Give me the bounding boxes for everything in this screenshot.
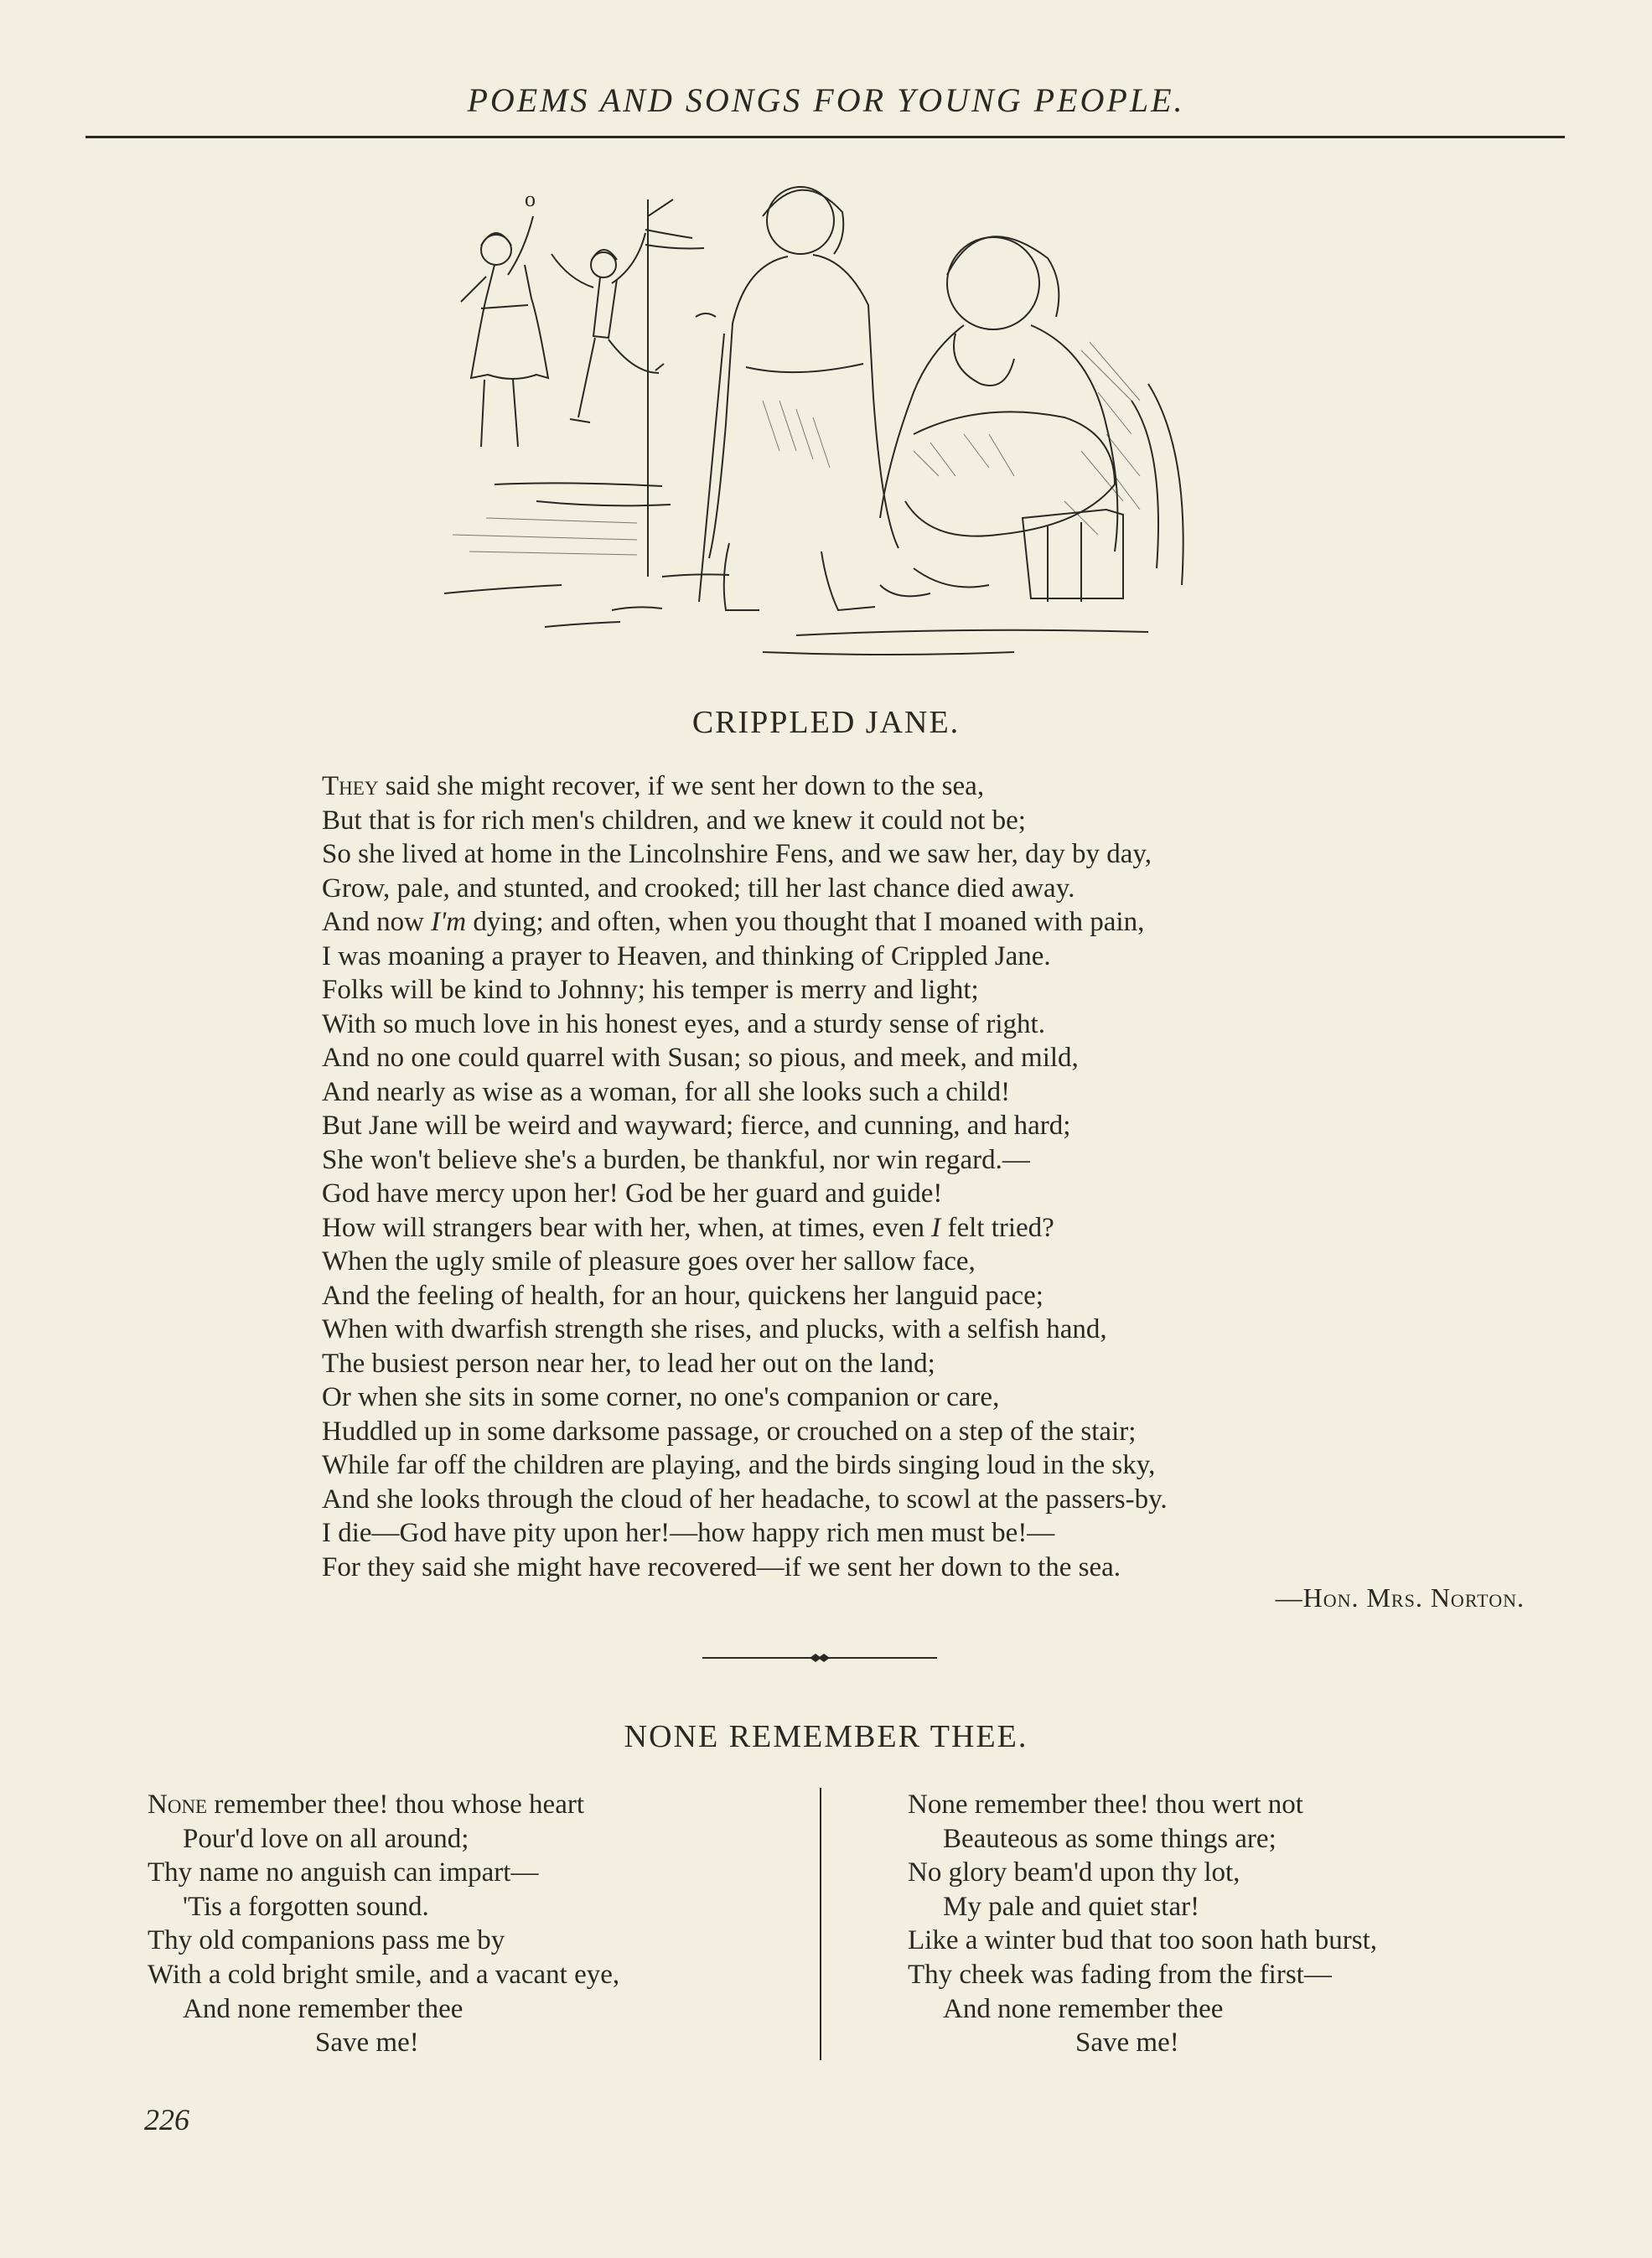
poem-line: And none remember thee — [183, 1993, 463, 2024]
poem-line — [322, 1211, 1546, 1246]
poem-line-emphasis: I — [931, 1212, 941, 1243]
poem-line: And the feeling of health, for an hour, quickens her languid pace; — [322, 1280, 1044, 1311]
poem-attribution: —Hon. Mrs. Norton. — [1275, 1582, 1525, 1613]
poem-line: My pale and quiet star! — [943, 1891, 1200, 1922]
poem-line: And no one could quarrel with Susan; so pious, and meek, and mild, — [322, 1043, 1079, 1073]
poem-line: And none remember thee — [943, 1993, 1224, 2024]
poem-line: While far off the children are playing, and the birds singing loud in the sky, — [322, 1450, 1156, 1480]
poem-line: But that is for rich men's children, and we knew it could not be; — [322, 805, 1026, 836]
poem-line: With so much love in his honest eyes, and a sturdy sense of right. — [322, 1008, 1045, 1039]
poem-line — [148, 1788, 835, 1822]
poem-line: None remember thee! thou wert not — [908, 1789, 1303, 1820]
poem-line: And she looks through the cloud of her headache, to scowl at the passers-by. — [322, 1484, 1168, 1515]
poem-line: Thy cheek was fading from the first— — [908, 1959, 1332, 1990]
poem-line — [322, 769, 1546, 804]
poem-line: Pour'd love on all around; — [183, 1823, 469, 1854]
poem-line: When the ugly smile of pleasure goes over her sallow face, — [322, 1246, 976, 1277]
poem-line — [322, 905, 1546, 940]
poem-line: Save me! — [1075, 2028, 1179, 2059]
poem-line: God have mercy upon her! God be her guard and guide! — [322, 1178, 943, 1209]
column-divider — [820, 1788, 821, 2060]
poem-line: Huddled up in some darksome passage, or crouched on a step of the stair; — [322, 1416, 1137, 1447]
section-divider — [702, 1653, 937, 1663]
poem-line: So she lived at home in the Lincolnshire Fens, and we saw her, day by day, — [322, 839, 1152, 869]
poem-line: She won't believe she's a burden, be thankful, nor win regard.— — [322, 1144, 1030, 1175]
poem-line: No glory beam'd upon thy lot, — [908, 1857, 1240, 1888]
running-head: POEMS AND SONGS FOR YOUNG PEOPLE. — [467, 81, 1185, 119]
illustration-letter: o — [525, 187, 536, 211]
poem-line: When with dwarfish strength she rises, and plucks, with a selfish hand, — [322, 1314, 1107, 1344]
poem-line: With a cold bright smile, and a vacant eye, — [148, 1959, 620, 1990]
poem-line: Grow, pale, and stunted, and crooked; till her last chance died away. — [322, 873, 1075, 904]
poem-line: Like a winter bud that too soon hath burst, — [908, 1925, 1377, 1956]
poem-line: Or when she sits in some corner, no one's companion or care, — [322, 1382, 1000, 1412]
poem-line: Folks will be kind to Johnny; his temper is merry and light; — [322, 975, 979, 1005]
page-number: 226 — [144, 2103, 189, 2136]
poem-line: The busiest person near her, to lead her out on the land; — [322, 1348, 935, 1379]
poem-line: And nearly as wise as a woman, for all she looks such a child! — [322, 1076, 1011, 1107]
poem-line-text: How will strangers bear with her, when, at times, even — [322, 1212, 932, 1243]
poem-title-none-remember-thee: NONE REMEMBER THEE. — [624, 1719, 1028, 1754]
poem-line-text: remember thee! thou whose heart — [207, 1789, 585, 1820]
header-rule — [85, 136, 1565, 138]
poem-line: For they said she might have recovered—if we sent her down to the sea. — [322, 1551, 1121, 1582]
poem-line: I was moaning a prayer to Heaven, and thinking of Crippled Jane. — [322, 940, 1051, 971]
poem-title-crippled-jane: CRIPPLED JANE. — [691, 705, 961, 740]
engraving-illustration-icon — [444, 183, 1215, 669]
poem-line: 'Tis a forgotten sound. — [183, 1891, 429, 1922]
poem-crippled-jane — [322, 769, 1546, 1584]
poem-line: Thy name no anguish can impart— — [148, 1857, 539, 1888]
poem-line-text: And now — [322, 907, 432, 937]
poem-line-text: dying; and often, when you thought that I moaned with pain, — [466, 907, 1145, 937]
poem-line: Save me! — [315, 2028, 419, 2059]
poem-line: Beauteous as some things are; — [943, 1823, 1277, 1854]
poem-first-word: None — [148, 1789, 208, 1820]
poem-line: But Jane will be weird and wayward; fierce, and cunning, and hard; — [322, 1111, 1071, 1141]
poem-line-text: felt tried? — [940, 1212, 1054, 1243]
poem-line: Thy old companions pass me by — [148, 1925, 505, 1956]
poem-line-text: said she might recover, if we sent her down to the sea, — [378, 771, 985, 801]
poem-column-left — [148, 1788, 835, 2060]
poem-line: I die—God have pity upon her!—how happy rich men must be!— — [322, 1518, 1055, 1548]
poem-column-right — [908, 1788, 1595, 2060]
poem-first-word: They — [322, 771, 379, 801]
poem-line-emphasis: I'm — [431, 907, 467, 937]
